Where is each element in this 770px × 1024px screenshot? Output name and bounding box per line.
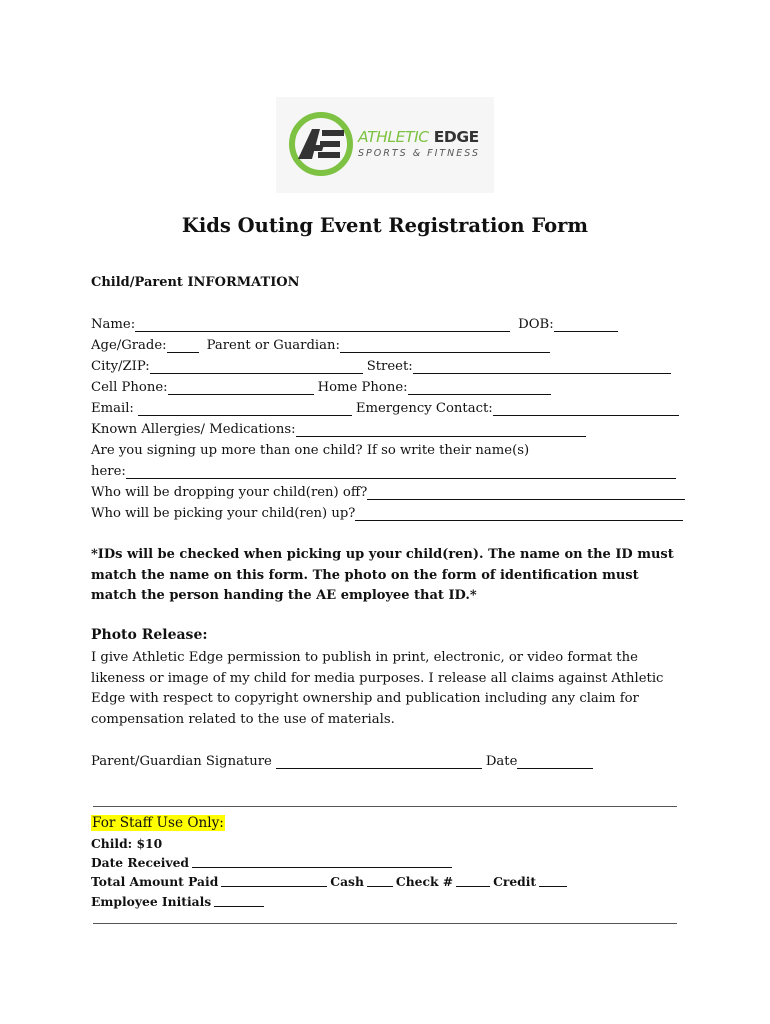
credit-field[interactable] [539,874,567,887]
form-title: Kids Outing Event Registration Form [181,214,589,237]
age-grade-field[interactable] [167,338,199,353]
row-here [91,461,680,479]
dob-label: DOB: [518,317,554,332]
city-zip-field[interactable] [150,359,363,374]
additional-children-field[interactable] [126,464,676,479]
parent-guardian-field[interactable] [340,338,550,353]
email-field[interactable] [138,401,352,416]
row-dropping-off [91,482,689,500]
cash-field[interactable] [367,874,393,887]
name-label: Name: [91,317,136,332]
employee-initials-field[interactable] [214,894,264,907]
staff-use-title: For Staff Use Only: [92,815,224,831]
row-allergies [91,419,590,437]
cell-phone-label: Cell Phone: [91,380,168,395]
date-received-field[interactable] [192,855,452,868]
street-field[interactable] [413,359,671,374]
child-price-text: Child: $10 [91,836,163,851]
here-label: here: [91,464,126,479]
signature-date-field[interactable] [517,754,593,769]
row-name-dob [91,314,622,332]
allergies-field[interactable] [296,422,586,437]
emergency-contact-field[interactable] [493,401,679,416]
signature-label: Parent/Guardian Signature [91,754,272,769]
photo-release-text: I give Athletic Edge permission to publish in print, electronic, or video format the likeness or image of my child for media purposes. I release all claims against Athletic Edge with respect to copyright ownership and publication including any claim for compensation related to the use of materials. [91,650,664,728]
city-zip-label: City/ZIP: [91,359,150,374]
staff-child-price [91,836,162,851]
photo-release-heading: Photo Release: [91,627,208,643]
home-phone-field[interactable] [408,380,551,395]
allergies-label: Known Allergies/ Medications: [91,422,296,437]
row-phones [91,377,555,395]
date-label: Date [485,754,518,769]
cash-label: Cash [330,874,364,889]
row-city-street [91,356,675,374]
street-label: Street: [366,359,413,374]
id-check-notice: *IDs will be checked when picking up your child(ren). The name on the ID must match the name on this form. The photo on the form of identification must match the person handing the AE employee that ID.* [91,547,674,603]
employee-initials-label: Employee Initials [91,894,212,909]
parent-guardian-label: Parent or Guardian: [206,338,340,353]
ae-emblem-icon [288,109,354,179]
date-received-label: Date Received [91,855,190,870]
staff-payment [91,874,570,889]
dropping-off-field[interactable] [367,485,685,500]
dob-field[interactable] [554,317,618,332]
emergency-contact-label: Emergency Contact: [355,401,493,416]
brand-name-athletic: ATHLETIC [358,128,429,146]
athletic-edge-logo [276,97,494,193]
signature-field[interactable] [276,754,482,769]
home-phone-label: Home Phone: [317,380,408,395]
cell-phone-field[interactable] [168,380,314,395]
brand-name [358,128,479,146]
section-heading: Child/Parent INFORMATION [91,275,300,290]
row-email-emergency [91,398,683,416]
row-picking-up [91,503,687,521]
total-paid-field[interactable] [221,874,327,887]
more-than-one-label: Are you signing up more than one child? If so write their name(s) [91,443,530,458]
row-more-than-one [91,440,529,458]
staff-date-received [91,855,455,870]
divider-bottom [93,923,677,924]
check-label: Check # [395,874,454,889]
row-age-parent [91,335,554,353]
name-field[interactable] [135,317,510,332]
credit-label: Credit [493,874,537,889]
picking-up-field[interactable] [355,506,683,521]
check-field[interactable] [456,874,490,887]
brand-tagline: SPORTS & FITNESS [358,148,481,159]
brand-name-edge: EDGE [433,128,479,146]
dropping-off-label: Who will be dropping your child(ren) off? [91,485,368,500]
divider [93,806,677,807]
total-paid-label: Total Amount Paid [91,874,219,889]
age-grade-label: Age/Grade: [91,338,167,353]
staff-employee-initials [91,894,267,909]
email-label: Email: [91,401,134,416]
row-signature [91,751,597,769]
picking-up-label: Who will be picking your child(ren) up? [91,506,356,521]
